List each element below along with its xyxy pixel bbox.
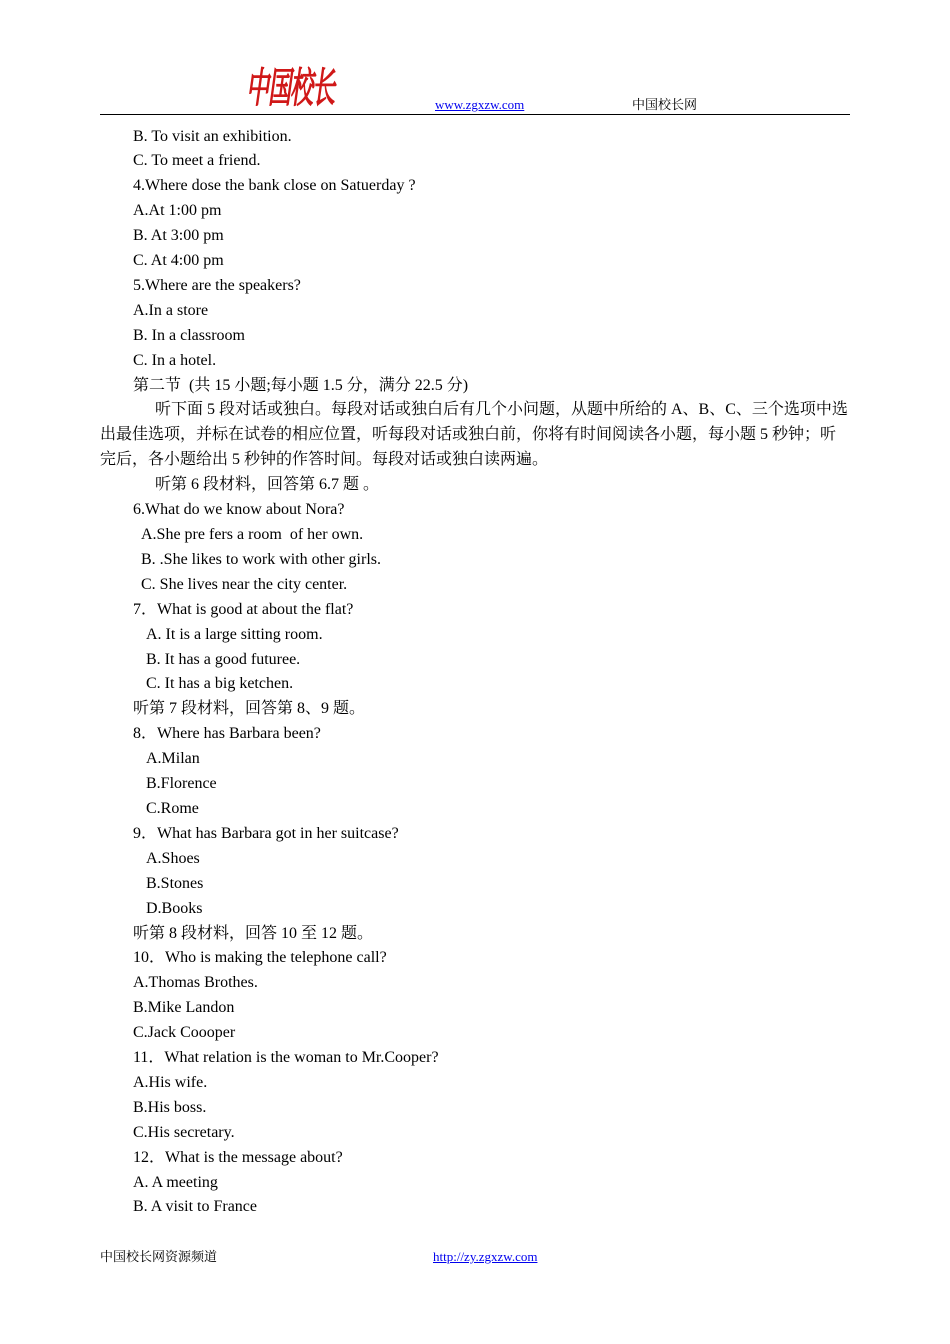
- option-5a: A.In a store: [133, 301, 209, 319]
- option-4c: C. At 4:00 pm: [133, 252, 224, 270]
- option-8c: C.Rome: [146, 799, 199, 817]
- question-10: 10．Who is making the telephone call?: [133, 949, 387, 967]
- option-3c: C. To meet a friend.: [133, 152, 261, 170]
- question-9: 9．What has Barbara got in her suitcase?: [133, 824, 399, 842]
- option-3b: B. To visit an exhibition.: [133, 127, 292, 145]
- exam-content: [0, 125, 950, 1221]
- option-6c: C. She lives near the city center.: [141, 575, 348, 593]
- option-8a: A.Milan: [146, 750, 200, 768]
- option-10b: B.Mike Landon: [133, 999, 235, 1017]
- question-4: 4.Where dose the bank close on Satuerday ?: [133, 177, 416, 195]
- option-4a: A.At 1:00 pm: [133, 202, 222, 220]
- option-9b: B.Stones: [146, 874, 204, 892]
- option-7a: A. It is a large sitting room.: [146, 625, 323, 643]
- instructions-line-2: 出最佳选项，并标在试卷的相应位置，听每段对话或独白前，你将有时间阅读各小题，每小题 5 秒钟；听: [100, 426, 837, 444]
- option-11b: B.His boss.: [133, 1098, 207, 1116]
- header-site-name: 中国校长网: [632, 97, 698, 112]
- question-8: 8．Where has Barbara been?: [133, 725, 321, 743]
- question-12: 12．What is the message about?: [133, 1148, 343, 1166]
- option-10c: C.Jack Coooper: [133, 1024, 236, 1042]
- option-9a: A.Shoes: [146, 849, 200, 867]
- instructions-line-1: 听下面 5 段对话或独白。每段对话或独白后有几个小问题，从题中所给的 A、B、C、三个选项中选: [155, 401, 848, 419]
- option-11a: A.His wife.: [133, 1073, 208, 1091]
- option-5c: C. In a hotel.: [133, 351, 217, 369]
- passage-8-note: 听第 8 段材料，回答 10 至 12 题。: [133, 924, 374, 942]
- option-12b: B. A visit to France: [133, 1198, 257, 1216]
- option-5b: B. In a classroom: [133, 326, 245, 344]
- header-site-url-link[interactable]: www.zgxzw.com: [435, 97, 525, 112]
- option-6b: B. .She likes to work with other girls.: [141, 550, 381, 568]
- option-12a: A. A meeting: [133, 1173, 218, 1191]
- option-9d: D.Books: [146, 899, 203, 917]
- question-11: 11．What relation is the woman to Mr.Cooper?: [133, 1049, 439, 1067]
- section-2-heading: 第二节 (共 15 小题;每小题 1.5 分，满分 22.5 分): [133, 376, 469, 394]
- site-logo: 中国校长: [246, 64, 334, 113]
- question-6: 6.What do we know about Nora?: [133, 501, 345, 519]
- option-7b: B. It has a good futuree.: [146, 650, 301, 668]
- option-6a: A.She pre fers a room of her own.: [141, 526, 364, 543]
- question-5: 5.Where are the speakers?: [133, 276, 301, 294]
- option-8b: B.Florence: [146, 775, 217, 793]
- option-4b: B. At 3:00 pm: [133, 227, 224, 245]
- footer-url-link[interactable]: http://zy.zgxzw.com: [433, 1249, 538, 1264]
- question-7: 7．What is good at about the flat?: [133, 600, 354, 618]
- option-11c: C.His secretary.: [133, 1123, 235, 1141]
- passage-6-note: 听第 6 段材料，回答第 6.7 题 。: [155, 476, 380, 494]
- option-7c: C. It has a big ketchen.: [146, 675, 294, 693]
- header-divider: [100, 114, 850, 115]
- passage-7-note: 听第 7 段材料，回答第 8、9 题。: [133, 700, 366, 718]
- option-10a: A.Thomas Brothes.: [133, 974, 258, 992]
- instructions-line-3: 完后，各小题给出 5 秒钟的作答时间。每段对话或独白读两遍。: [100, 451, 549, 469]
- footer-channel-name: 中国校长网资源频道: [100, 1249, 218, 1264]
